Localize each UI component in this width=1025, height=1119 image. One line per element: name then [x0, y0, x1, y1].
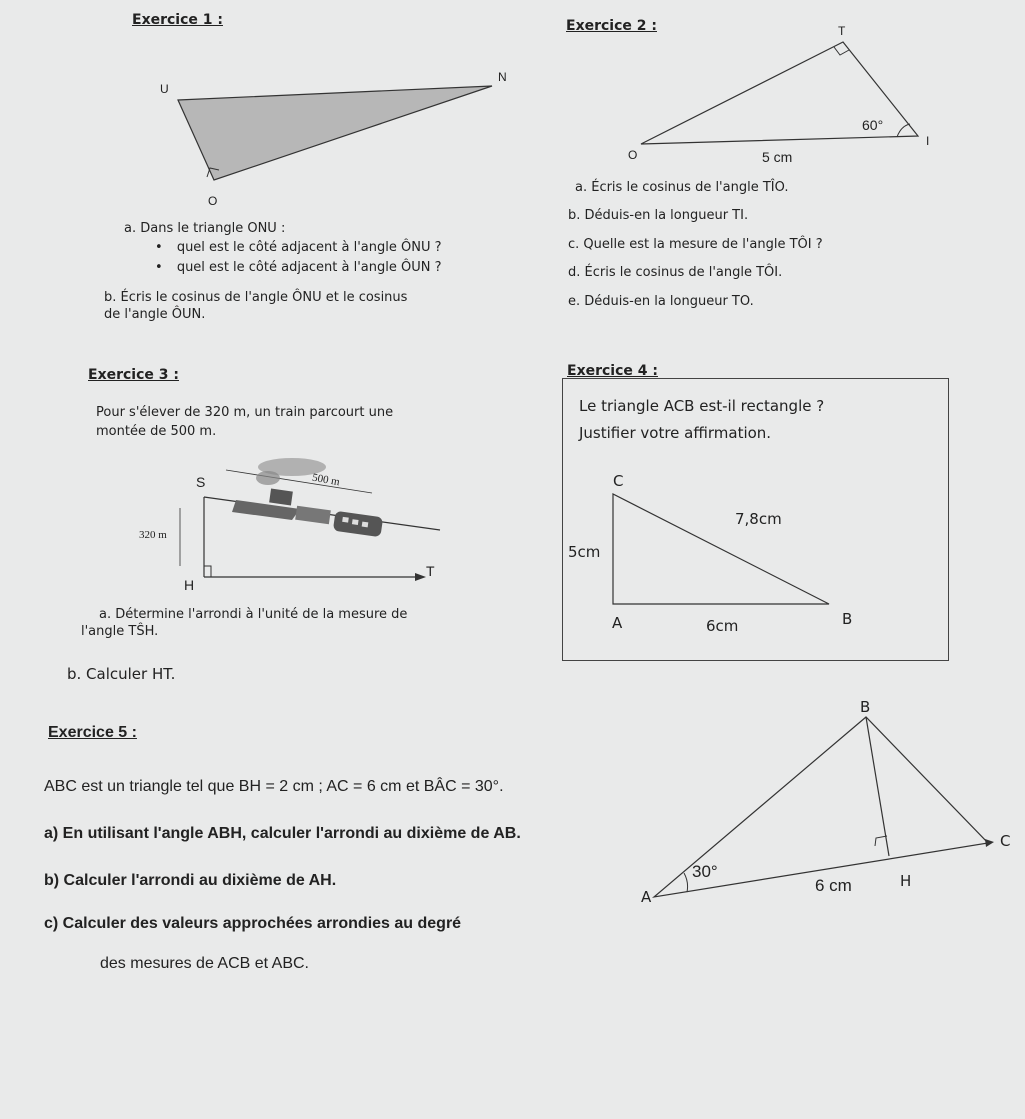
- ex2-right-angle-mark: [834, 47, 849, 55]
- ex4-label-cb: 7,8cm: [735, 510, 782, 528]
- ex1-question-b1: b. Écris le cosinus de l'angle ÔNU et le cosinus: [104, 290, 408, 305]
- ex5-title: Exercice 5 :: [48, 724, 137, 741]
- ex5-label-c: C: [1000, 832, 1011, 850]
- ex5-label-ac: 6 cm: [815, 876, 852, 895]
- ex1-triangle-onu: [178, 86, 492, 180]
- ex2-label-t: T: [838, 24, 846, 38]
- ex3-label-h: H: [184, 577, 195, 593]
- ex5-question-a: a) En utilisant l'angle ABH, calculer l'arrondi au dixième de AB.: [44, 825, 521, 842]
- ex1-question-a: a. Dans le triangle ONU :: [124, 221, 286, 236]
- ex3-label-s: S: [196, 474, 206, 490]
- ex5-label-angle: 30°: [692, 862, 718, 881]
- ex3-title: Exercice 3 :: [88, 367, 179, 383]
- ex3-question-b: b. Calculer HT.: [67, 665, 176, 683]
- ex3-question-a2: l'angle TŜH.: [81, 624, 159, 639]
- ex2-title: Exercice 2 :: [566, 18, 657, 34]
- ex3-label-slope: 500 m: [311, 471, 341, 489]
- ex4-question-1: Le triangle ACB est-il rectangle ?: [579, 397, 825, 415]
- ex3-intro-line1: Pour s'élever de 320 m, un train parcourt une: [96, 405, 394, 420]
- ex5-label-a: A: [641, 888, 652, 906]
- ex3-label-height: 320 m: [139, 529, 167, 541]
- ex2-question-c: c. Quelle est la mesure de l'angle TÔI ?: [568, 237, 823, 252]
- ex2-question-a: a. Écris le cosinus de l'angle TÎO.: [575, 180, 789, 195]
- ex2-question-b: b. Déduis-en la longueur TI.: [568, 208, 749, 223]
- ex1-label-n: N: [498, 70, 507, 84]
- ex1-label-o: O: [208, 194, 218, 208]
- ex3-arrow-t: [415, 573, 426, 581]
- ex5-label-h: H: [900, 872, 912, 890]
- ex1-question-a1: • quel est le côté adjacent à l'angle ÔNU ?: [155, 240, 442, 255]
- ex2-label-angle: 60°: [862, 117, 884, 133]
- ex2-angle-arc: [897, 124, 910, 137]
- ex1-question-b2: de l'angle ÔUN.: [104, 307, 206, 322]
- ex3-right-angle-mark: [204, 566, 211, 577]
- ex3-intro-line2: montée de 500 m.: [96, 424, 217, 439]
- ex4-label-a: A: [612, 614, 623, 632]
- ex2-label-side: 5 cm: [762, 149, 793, 165]
- ex5-label-b: B: [860, 698, 871, 716]
- ex4-label-b: B: [842, 610, 853, 628]
- ex3-question-a1: a. Détermine l'arrondi à l'unité de la mesure de: [99, 607, 408, 622]
- ex2-question-d: d. Écris le cosinus de l'angle TÔI.: [568, 265, 783, 280]
- ex4-label-c: C: [613, 472, 624, 490]
- ex2-label-i: I: [926, 134, 930, 148]
- ex5-arrow-c: [985, 839, 994, 847]
- ex5-angle-arc: [684, 873, 688, 892]
- ex5-statement: ABC est un triangle tel que BH = 2 cm ; AC = 6 cm et BÂC = 30°.: [44, 778, 504, 795]
- ex2-question-e: e. Déduis-en la longueur TO.: [568, 294, 754, 309]
- ex5-triangle-figure: [0, 0, 1, 1]
- ex4-title: Exercice 4 :: [567, 363, 658, 379]
- ex5-right-angle-mark: [875, 836, 887, 846]
- ex3-train-drawing: [232, 458, 383, 537]
- ex4-label-ac: 5cm: [568, 543, 601, 561]
- ex4-question-2: Justifier votre affirmation.: [579, 424, 772, 442]
- ex1-question-a2: • quel est le côté adjacent à l'angle ÔUN ?: [155, 260, 442, 275]
- ex2-label-o: O: [628, 148, 638, 162]
- ex5-question-b: b) Calculer l'arrondi au dixième de AH.: [44, 872, 337, 889]
- ex4-label-ab: 6cm: [706, 617, 739, 635]
- ex1-title: Exercice 1 :: [132, 12, 223, 28]
- ex5-question-c2: des mesures de ACB et ABC.: [100, 955, 309, 972]
- ex5-question-c1: c) Calculer des valeurs approchées arrondies au degré: [44, 915, 462, 932]
- ex3-label-t: T: [426, 563, 435, 579]
- ex1-label-u: U: [160, 82, 169, 96]
